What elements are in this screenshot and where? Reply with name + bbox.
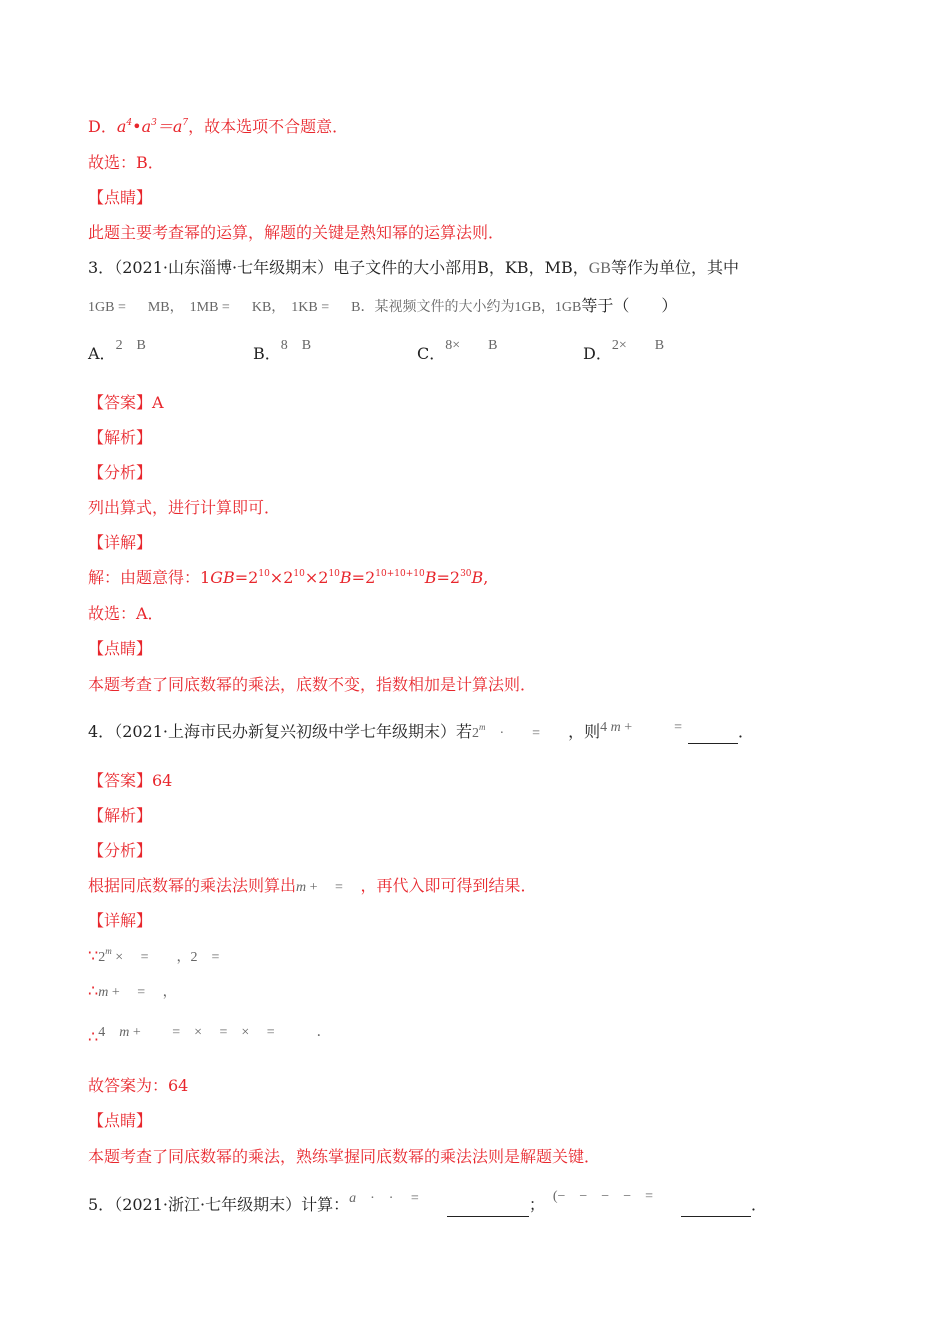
q3-solution-expr: $1GB=2^{10}\times 2^{10}\times 2^{10}B=2^{10+10+10}B=2^{30}B$, (200, 568, 489, 587)
q4-step3: ∴4 m + = × = × = ． (88, 1025, 331, 1046)
q4-step2-expr: m + = ， (98, 985, 177, 1000)
q3-option-d: D．2× B (583, 338, 665, 363)
q4-step3-expr: 4 m + = × = × = ． (98, 1025, 331, 1040)
q4-condition-expr: $2^m$ · = (472, 722, 569, 741)
q3-xiangjie-label: 【详解】 (88, 533, 153, 552)
q4-answer-blank[interactable] (688, 727, 738, 744)
q4-fenxi-text: 根据同底数幂的乘法法则算出m + = ，再代入即可得到结果． (88, 876, 537, 895)
q4-step1-expr: $2^m$ × = ，2 = (98, 946, 220, 965)
q3-comment: 本题考查了同底数幂的乘法，底数不变，指数相加是计算法则． (88, 675, 537, 694)
q4-fenxi-expr: m + = (296, 880, 361, 895)
q4-jiexi-label: 【解析】 (88, 806, 153, 825)
q4-step2: ∴m + = ， (88, 981, 177, 1000)
q3-option-c: C．8× B (417, 338, 498, 363)
q4-fenxi-label: 【分析】 (88, 841, 153, 860)
q4-xiangjie-label: 【详解】 (88, 911, 153, 930)
q4-step1: $\because 2^m$ × = ，2 = (88, 946, 220, 965)
q4-final: 故答案为：64 (88, 1076, 189, 1095)
q5-answer-blank-1[interactable] (447, 1200, 529, 1217)
q4-comment: 本题考查了同底数幂的乘法，熟练掌握同底数幂的乘法法则是解题关键． (88, 1147, 601, 1166)
q3-option-a: A．2 B (88, 338, 146, 363)
prev-option-d-expr: $a^4•a^3=a^7$ (116, 117, 189, 136)
prev-guxuan: 故选：B． (88, 153, 164, 172)
q4-target-expr: 4 m + = (600, 720, 683, 735)
prev-option-d: D．$a^4•a^3=a^7$，故本选项不合题意． (88, 117, 349, 136)
q5-stem: 5．（2021·浙江·七年级期末）计算：a · · = ； (− − − − = ． (88, 1195, 767, 1217)
q3-answer: 【答案】A (88, 393, 164, 412)
prev-comment: 此题主要考查幂的运算，解题的关键是熟知幂的运算法则． (88, 223, 505, 242)
q3-fenxi-text: 列出算式，进行计算即可． (88, 498, 281, 517)
q4-stem: 4．（2021·上海市民办新复兴初级中学七年级期末）若$2^m$ · = ，则4 m + = ． (88, 722, 754, 744)
q3-solution: 解：由题意得：$1GB=2^{10}\times 2^{10}\times 2^{10}B=2^{10+10+10}B=2^{30}B$, (88, 568, 489, 587)
q3-dianjing-label: 【点睛】 (88, 639, 153, 658)
q3-fenxi-label: 【分析】 (88, 463, 153, 482)
q5-expr-1: a · · = (349, 1191, 447, 1206)
prev-dianjing-label: 【点睛】 (88, 188, 153, 207)
q5-answer-blank-2[interactable] (681, 1200, 751, 1217)
q3-option-b: B．8 B (253, 338, 312, 363)
q3-jiexi-label: 【解析】 (88, 428, 153, 447)
q3-stem-line2: 1GB = MB， 1MB = KB， 1KB = B．某视频文件的大小约为1GB，1GB等于（ ） (88, 296, 678, 315)
q3-guxuan: 故选：A． (88, 604, 164, 623)
q4-dianjing-label: 【点睛】 (88, 1111, 153, 1130)
q4-answer: 【答案】64 (88, 771, 173, 790)
q3-stem-line1: 3．（2021·山东淄博·七年级期末）电子文件的大小部用B，KB，MB，GB等作为单位，其中 (88, 258, 739, 277)
q5-expr-2: (− − − − = (552, 1189, 681, 1204)
